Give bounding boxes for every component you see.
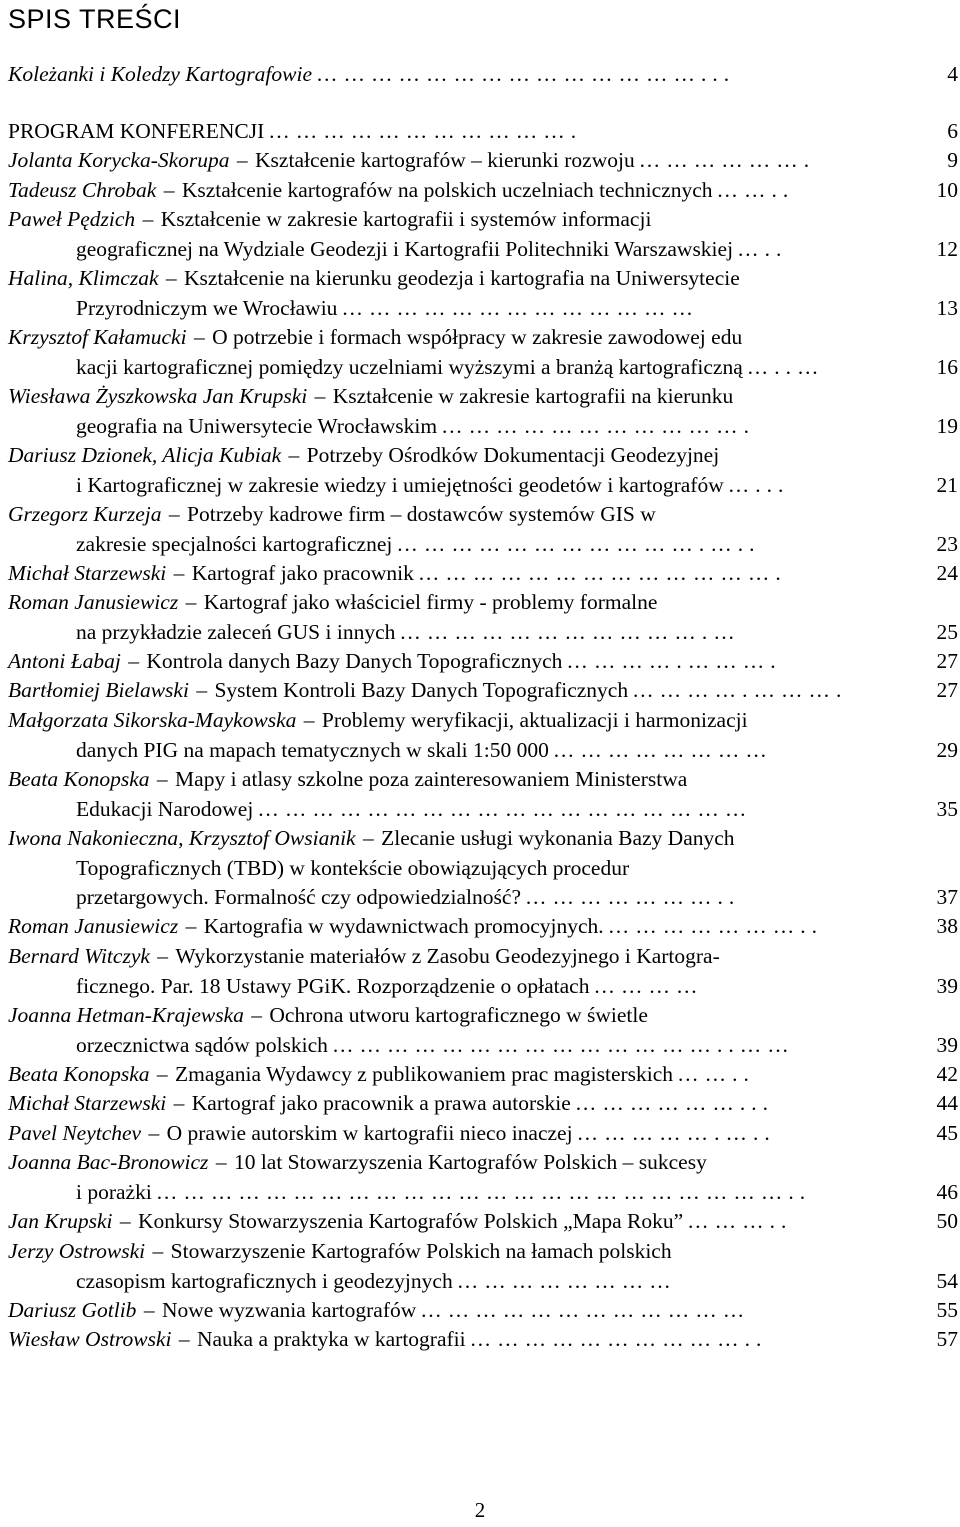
toc-entry-continuation xyxy=(8,795,958,824)
toc-author: Wiesław Ostrowski xyxy=(8,1327,172,1351)
toc-leader: …………………………………. xyxy=(417,561,787,585)
toc-page: 29 xyxy=(936,737,958,762)
toc-leader: …... xyxy=(727,472,790,497)
toc-page: 10 xyxy=(936,178,958,202)
toc-author: Joanna Hetman-Krajewska xyxy=(8,1003,244,1027)
toc-entry-continuation xyxy=(8,1031,958,1060)
toc-title: Kartografia w wydawnictwach promocyjnych. xyxy=(203,914,604,938)
toc-separator: – xyxy=(357,826,380,850)
toc-page: 12 xyxy=(936,236,958,261)
toc-author: Małgorzata Sikorska-Maykowska xyxy=(8,708,297,732)
toc-entry xyxy=(8,1089,958,1118)
toc-title: Kontrola danych Bazy Danych Topograficznych xyxy=(146,649,563,673)
toc-title: Ochrona utworu kartograficznego w świetle xyxy=(269,1003,648,1027)
toc-entry xyxy=(8,1325,958,1354)
toc-title: Edukacji Narodowej xyxy=(76,796,254,821)
toc-author: Iwona Nakonieczna, Krzysztof Owsianik xyxy=(8,826,356,850)
toc-leader: ……………………………………………… xyxy=(257,796,753,821)
toc-author: Krzysztof Kałamucki xyxy=(8,325,187,349)
toc-entry-continuation xyxy=(8,883,958,912)
toc-page: 55 xyxy=(936,1298,958,1322)
toc-leader: …………………………….… xyxy=(399,619,741,644)
toc-title: zakresie specjalności kartograficznej xyxy=(76,531,393,556)
toc-author: Tadeusz Chrobak xyxy=(8,178,157,202)
toc-title: orzecznictwa sądów polskich xyxy=(76,1032,328,1057)
toc-author: Beata Konopska xyxy=(8,767,150,791)
toc-leader: ………………... xyxy=(574,1091,774,1115)
toc-title: przetargowych. Formalność czy odpowiedzialność? xyxy=(76,885,521,909)
toc-author: Roman Janusiewicz xyxy=(8,914,179,938)
toc-page: 9 xyxy=(947,148,958,172)
toc-separator: – xyxy=(147,1239,169,1263)
toc-separator: – xyxy=(231,148,254,172)
toc-entry xyxy=(8,824,958,853)
toc-page: 57 xyxy=(936,1327,958,1351)
toc-leader: …..… xyxy=(746,354,825,379)
toc-entry-continuation xyxy=(8,353,958,382)
toc-entry-continuation xyxy=(8,1178,958,1207)
page-title: SPIS TREŚCI xyxy=(8,4,182,34)
toc-entry xyxy=(8,706,958,735)
toc-author: Paweł Pędzich xyxy=(8,207,136,231)
toc-separator: – xyxy=(151,944,174,968)
toc-leader: ………….………. xyxy=(632,678,848,702)
toc-title: Kształcenie w zakresie kartografii na kierunku xyxy=(332,384,734,408)
toc-leader: ………………………………… xyxy=(341,295,699,320)
toc-title: danych PIG na mapach tematycznych w skali 1:50 000 xyxy=(76,737,549,762)
toc-entry xyxy=(8,60,958,89)
toc-leader: …………………………….….. xyxy=(396,531,761,556)
toc-leader: ……………………………. xyxy=(268,119,583,143)
toc-entry xyxy=(8,146,958,175)
toc-title: Potrzeby kadrowe firm – dostawców systemów GIS w xyxy=(187,502,656,526)
toc-author: Bernard Witczyk xyxy=(8,944,150,968)
toc-title: Kształcenie kartografów – kierunki rozwoju xyxy=(255,148,635,172)
toc-entry-continuation xyxy=(8,471,958,500)
toc-title: Potrzeby Ośrodków Dokumentacji Geodezyjnej xyxy=(306,443,720,467)
toc-entry-continuation xyxy=(8,530,958,559)
toc-leader: ……………………………………... xyxy=(315,62,736,86)
toc-leader: …………………… xyxy=(552,737,773,762)
toc-entry xyxy=(8,1148,958,1177)
toc-title: Stowarzyszenie Kartografów Polskich na łamach polskich xyxy=(170,1239,672,1263)
toc-title: Zmagania Wydawcy z publikowaniem prac magisterskich xyxy=(175,1062,674,1086)
toc-separator: – xyxy=(210,1150,232,1174)
toc-title: ficznego. Par. 18 Ustawy PGiK. Rozporządzenie o opłatach xyxy=(76,973,590,998)
toc-separator: – xyxy=(283,443,305,467)
toc-leader: ……….. xyxy=(687,1209,793,1233)
toc-author: Wiesława Żyszkowska Jan Krupski xyxy=(8,384,308,408)
toc-author: Pavel Neytchev xyxy=(8,1121,142,1145)
toc-leader: …….. xyxy=(677,1062,755,1086)
toc-separator: – xyxy=(158,178,180,202)
toc-title: czasopism kartograficznych i geodezyjnych xyxy=(76,1268,453,1293)
toc-title: Topograficznych (TBD) w kontekście obowiązujących procedur xyxy=(76,855,630,880)
toc-title: Zlecanie usługi wykonania Bazy Danych xyxy=(381,826,735,850)
toc-author: Beata Konopska xyxy=(8,1062,150,1086)
toc-author: Jolanta Korycka-Skorupa xyxy=(8,148,230,172)
toc-page: 23 xyxy=(936,531,958,556)
toc-leader: ………… xyxy=(593,973,704,998)
toc-title: Kartograf jako pracownik xyxy=(191,561,414,585)
toc-author: Antoni Łabaj xyxy=(8,649,121,673)
toc-separator: – xyxy=(180,590,202,614)
toc-separator: – xyxy=(122,649,145,673)
toc-entry-continuation xyxy=(8,1267,958,1296)
toc-leader: …………….….. xyxy=(576,1121,776,1145)
toc-leader: ………………. xyxy=(638,148,816,172)
toc-separator: – xyxy=(138,1298,160,1322)
toc-entry xyxy=(8,500,958,529)
toc-leader: ………….………. xyxy=(566,649,782,673)
toc-separator: – xyxy=(114,1209,137,1233)
toc-title: 10 lat Stowarzyszenia Kartografów Polskich – sukcesy xyxy=(233,1150,707,1174)
toc-separator: – xyxy=(163,502,186,526)
toc-title: Wykorzystanie materiałów z Zasobu Geodezyjnego i Kartogra- xyxy=(175,944,720,968)
toc-entry xyxy=(8,942,958,971)
toc-title: Kartograf jako właściciel firmy - problemy formalne xyxy=(203,590,658,614)
toc-entry xyxy=(8,264,958,293)
toc-leader: ……………………………. xyxy=(441,413,755,438)
toc-title: Kształcenie w zakresie kartografii i systemów informacji xyxy=(160,207,652,231)
toc-separator: – xyxy=(298,708,320,732)
toc-separator: – xyxy=(180,914,202,938)
toc-author: Bartłomiej Bielawski xyxy=(8,678,189,702)
toc-page: 38 xyxy=(936,914,958,938)
toc-entry-continuation xyxy=(8,736,958,765)
toc-separator: – xyxy=(151,767,174,791)
toc-page: 16 xyxy=(936,354,958,379)
toc-leader: ……………………………………..…… xyxy=(331,1032,795,1057)
toc-separator: – xyxy=(245,1003,268,1027)
toc-title: O potrzebie i formach współpracy w zakresie zawodowej edu xyxy=(212,325,743,349)
toc-separator: – xyxy=(309,384,331,408)
toc-entry xyxy=(8,205,958,234)
toc-entry xyxy=(8,1119,958,1148)
toc-entry xyxy=(8,382,958,411)
toc-page: 44 xyxy=(936,1091,958,1115)
toc-page: 21 xyxy=(936,472,958,497)
toc-title: na przykładzie zaleceń GUS i innych xyxy=(76,619,396,644)
toc-title: kacji kartograficznej pomiędzy uczelniami wyższymi a branżą kartograficzną xyxy=(76,354,743,379)
toc-separator: – xyxy=(143,1121,165,1145)
toc-page: 13 xyxy=(936,295,958,320)
toc-entry xyxy=(8,176,958,205)
toc-entry xyxy=(8,765,958,794)
toc-title: Kształcenie na kierunku geodezja i kartografia na Uniwersytecie xyxy=(184,266,740,290)
toc-title: Nauka a praktyka w kartografii xyxy=(196,1327,466,1351)
toc-page: 6 xyxy=(947,119,958,143)
toc-entry-continuation xyxy=(8,972,958,1001)
toc-title: Kształcenie kartografów na polskich uczelniach technicznych xyxy=(181,178,713,202)
toc-title: Nowe wyzwania kartografów xyxy=(161,1298,417,1322)
toc-page: 45 xyxy=(936,1121,958,1145)
toc-author: Grzegorz Kurzeja xyxy=(8,502,162,526)
toc-title: geografia na Uniwersytecie Wrocławskim xyxy=(76,413,438,438)
toc-entry xyxy=(8,676,958,705)
toc-title: Mapy i atlasy szkolne poza zainteresowaniem Ministerstwa xyxy=(175,767,688,791)
toc-author: Koleżanki i Koledzy Kartografowie xyxy=(8,62,312,86)
toc-title: Konkursy Stowarzyszenia Kartografów Polskich „Mapa Roku” xyxy=(138,1209,684,1233)
toc-title: PROGRAM KONFERENCJI xyxy=(8,119,265,143)
toc-entry xyxy=(8,441,958,470)
toc-entry xyxy=(8,1296,958,1325)
page-number: 2 xyxy=(474,1498,486,1522)
toc-author: Dariusz Gotlib xyxy=(8,1298,137,1322)
toc-author: Jan Krupski xyxy=(8,1209,113,1233)
toc-entry-continuation xyxy=(8,618,958,647)
toc-leader: ….. xyxy=(737,236,788,261)
toc-author: Michał Starzewski xyxy=(8,561,167,585)
toc-author: Roman Janusiewicz xyxy=(8,590,179,614)
toc-separator: – xyxy=(168,561,190,585)
toc-separator: – xyxy=(160,266,182,290)
toc-page: 46 xyxy=(936,1179,958,1204)
toc-author: Michał Starzewski xyxy=(8,1091,167,1115)
toc-entry-continuation xyxy=(8,854,958,883)
toc-author: Dariusz Dzionek, Alicja Kubiak xyxy=(8,443,282,467)
toc-entry xyxy=(8,323,958,352)
toc-separator: – xyxy=(190,678,213,702)
toc-leader: ………………….. xyxy=(524,885,741,909)
toc-leader: …………………………………………………………….. xyxy=(155,1179,812,1204)
toc-title: Przyrodniczym we Wrocławiu xyxy=(76,295,338,320)
toc-page: 35 xyxy=(936,796,958,821)
toc-page: 37 xyxy=(936,885,958,909)
toc-entry xyxy=(8,1207,958,1236)
toc-title: System Kontroli Bazy Danych Topograficznych xyxy=(214,678,629,702)
toc-entry xyxy=(8,117,958,146)
toc-page: 19 xyxy=(936,413,958,438)
toc-author: Halina, Klimczak xyxy=(8,266,159,290)
toc-separator: – xyxy=(168,1091,190,1115)
toc-entry-continuation xyxy=(8,235,958,264)
toc-entry xyxy=(8,1060,958,1089)
toc-separator: – xyxy=(188,325,211,349)
toc-entry xyxy=(8,1001,958,1030)
toc-page: 4 xyxy=(947,62,958,86)
toc-title: geograficznej na Wydziale Geodezji i Kartografii Politechniki Warszawskiej xyxy=(76,236,734,261)
toc-leader: ………………………….. xyxy=(469,1327,768,1351)
toc-page: 50 xyxy=(936,1209,958,1233)
toc-title: i porażki xyxy=(76,1179,152,1204)
toc-entry-continuation xyxy=(8,412,958,441)
toc-page: 24 xyxy=(936,561,958,585)
toc-page: 27 xyxy=(936,649,958,673)
toc-leader: ……………………………… xyxy=(420,1298,751,1322)
toc-entry-continuation xyxy=(8,294,958,323)
toc-page: 25 xyxy=(936,619,958,644)
toc-author: Joanna Bac-Bronowicz xyxy=(8,1150,209,1174)
toc-entry xyxy=(8,559,958,588)
toc-title: O prawie autorskim w kartografii nieco inaczej xyxy=(166,1121,573,1145)
toc-page: 42 xyxy=(936,1062,958,1086)
toc-leader: ………………….. xyxy=(607,914,823,938)
toc-separator: – xyxy=(137,207,159,231)
toc-author: Jerzy Ostrowski xyxy=(8,1239,146,1263)
toc-entry xyxy=(8,588,958,617)
toc-title: Kartograf jako pracownik a prawa autorskie xyxy=(191,1091,571,1115)
toc-entry xyxy=(8,647,958,676)
toc-entry xyxy=(8,912,958,941)
toc-page: 39 xyxy=(936,1032,958,1057)
toc-leader: …………………… xyxy=(456,1268,677,1293)
toc-separator: – xyxy=(151,1062,174,1086)
toc-page: 39 xyxy=(936,973,958,998)
toc-separator: – xyxy=(173,1327,195,1351)
toc-title: Problemy weryfikacji, aktualizacji i harmonizacji xyxy=(321,708,748,732)
toc-entry xyxy=(8,1237,958,1266)
toc-page: 54 xyxy=(936,1268,958,1293)
toc-page: 27 xyxy=(936,678,958,702)
toc-leader: …….. xyxy=(716,178,795,202)
toc-title: i Kartograficznej w zakresie wiedzy i umiejętności geodetów i kartografów xyxy=(76,472,724,497)
